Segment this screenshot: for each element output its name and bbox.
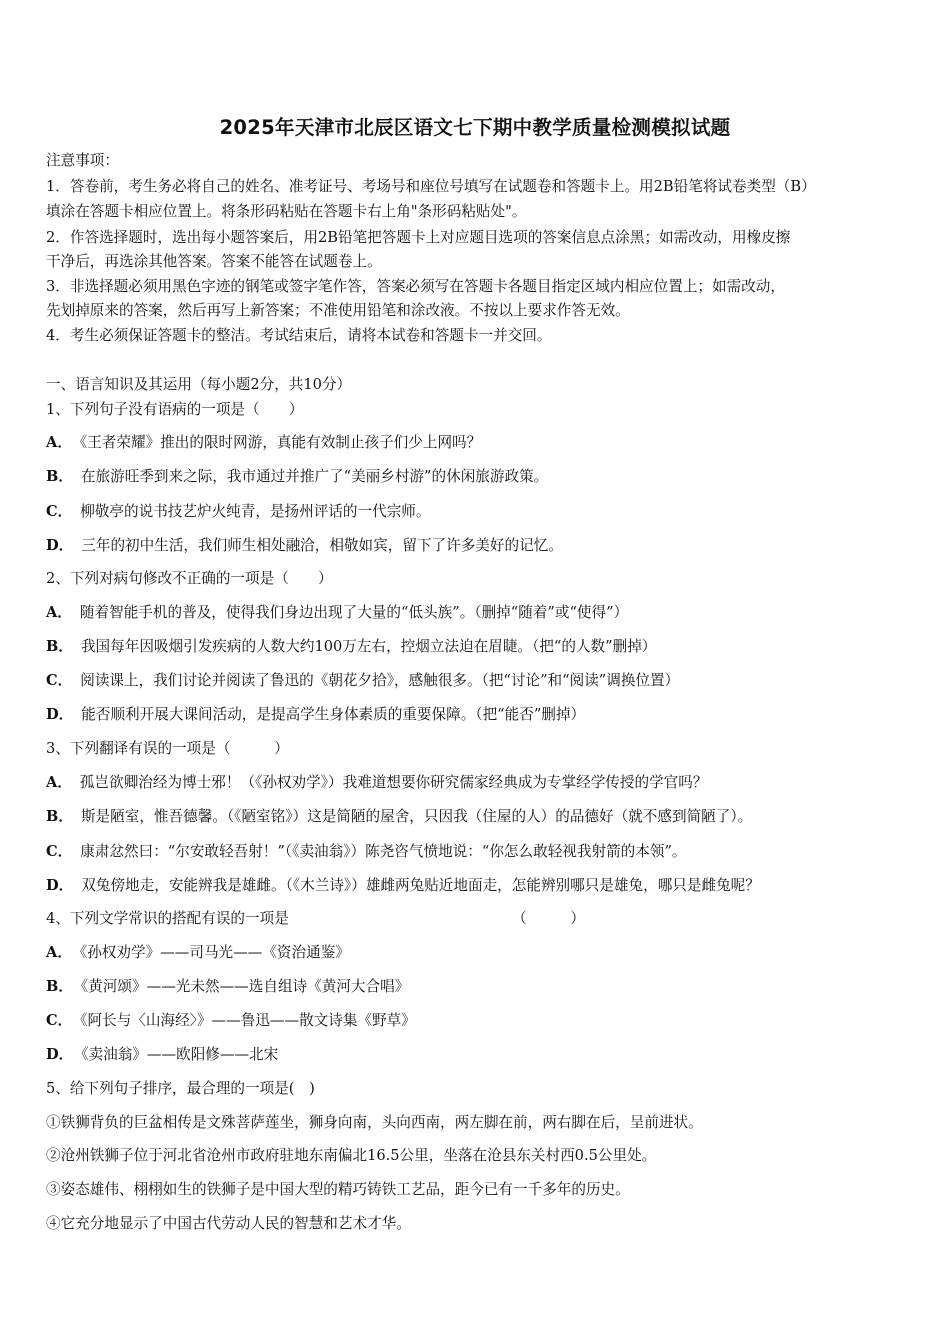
option-text: 柳敬亭的说书技艺炉火纯青，是扬州评话的一代宗师。 [80, 503, 431, 520]
option-letter: D． [46, 1046, 74, 1063]
question-stem-text: 4、下列文学常识的搭配有误的一项是 [46, 910, 289, 927]
notice-line: 3．非选择题必须用黑色字迹的钢笔或签字笔作答，答案必须写在答题卡各题目指定区域内相应位置上；如需改动， [46, 278, 785, 295]
option-letter: C． [46, 843, 73, 860]
option-letter: B． [46, 808, 73, 825]
page-title: 2025年天津市北辰区语文七下期中教学质量检测模拟试题 [219, 116, 731, 139]
question-stem: 5、给下列句子排序，最合理的一项是( ) [46, 1080, 315, 1097]
notice-line: 1．答卷前，考生务必将自己的姓名、准考证号、考场号和座位号填写在试题卷和答题卡上。用2B铅笔将试卷类型（B） [46, 178, 816, 195]
option-text: 随着智能手机的普及，使得我们身边出现了大量的“低头族”。（删掉“随着”或“使得”） [79, 604, 629, 621]
option-text: 孤岂欲卿治经为博士邪！（《孙权劝学》）我难道想要你研究儒家经典成为专掌经学传授的学官吗？ [79, 774, 708, 791]
option-b [46, 807, 752, 827]
notice-line: 2．作答选择题时，选出每小题答案后，用2B铅笔把答题卡上对应题目选项的答案信息点涂黑；如需改动，用橡皮擦 [46, 229, 791, 246]
option-text: 能否顺利开展大课间活动，是提高学生身体素质的重要保障。（把“能否”删掉） [81, 706, 586, 723]
option-c [46, 502, 430, 522]
option-text: 双兔傍地走，安能辨我是雄雌。（《木兰诗》）雄雌两兔贴近地面走，怎能辨别哪只是雄兔，哪只是雌兔呢？ [81, 877, 760, 894]
notice-line: 先划掉原来的答案，然后再写上新答案；不准使用铅笔和涂改液。不按以上要求作答无效。 [46, 302, 630, 319]
option-letter: A． [46, 604, 72, 621]
option-c [46, 842, 687, 862]
option-letter: A． [46, 774, 72, 791]
option-text: 三年的初中生活，我们师生相处融洽，相敬如宾，留下了许多美好的记忆。 [81, 537, 563, 554]
option-a [46, 603, 628, 623]
option-text: 《黄河颂》——光未然——选自组诗《黄河大合唱》 [80, 978, 410, 995]
question-stem: 2、下列对病句修改不正确的一项是（ ） [46, 570, 333, 587]
option-letter: A． [46, 434, 72, 451]
option-text: 阅读课上，我们讨论并阅读了鲁迅的《朝花夕拾》，感触很多。（把“讨论”和“阅读”调换位置） [80, 672, 680, 689]
option-text: 康肃忿然曰：“尔安敢轻吾射！”（《卖油翁》）陈尧咨气愤地说：“你怎么敢轻视我射箭的本领”。 [80, 843, 687, 860]
option-d [46, 705, 585, 725]
option-text: 《卖油翁》——欧阳修——北宋 [81, 1046, 279, 1063]
option-letter: C． [46, 1012, 73, 1029]
option-text: 《王者荣耀》推出的限时网游，真能有效制止孩子们少上网吗？ [79, 434, 482, 451]
option-text: 《孙权劝学》——司马光——《资治通鉴》 [79, 944, 350, 961]
option-letter: C． [46, 503, 73, 520]
option-letter: D． [46, 537, 74, 554]
option-text: 斯是陋室，惟吾德馨。（《陋室铭》）这是简陋的屋舍，只因我（住屋的人）的品德好（就不感到简陋了）。 [80, 808, 753, 825]
option-letter: B． [46, 638, 73, 655]
option-d [46, 876, 760, 896]
sentence-item: ④它充分地显示了中国古代劳动人民的智慧和艺术才华。 [46, 1215, 411, 1232]
notice-heading: 注意事项： [46, 152, 119, 169]
option-d [46, 1045, 278, 1065]
question-stem [46, 909, 289, 929]
section-heading: 一、语言知识及其运用（每小题2分，共10分） [46, 376, 352, 393]
sentence-item: ①铁狮背负的巨盆相传是文殊菩萨莲坐，狮身向南，头向西南，两左脚在前，两右脚在后，呈前进状。 [46, 1114, 703, 1131]
sentence-item: ②沧州铁狮子位于河北省沧州市政府驻地东南偏北16.5公里，坐落在沧县东关村西0.5公里处。 [46, 1147, 657, 1164]
option-d [46, 536, 563, 556]
option-text: 我国每年因吸烟引发疾病的人数大约100万左右，控烟立法迫在眉睫。（把“的人数”删掉） [80, 638, 657, 655]
option-letter: D． [46, 877, 74, 894]
option-b [46, 467, 548, 487]
notice-line: 4．考生必须保证答题卡的整洁。考试结束后，请将本试卷和答题卡一并交回。 [46, 327, 552, 344]
option-b [46, 637, 656, 657]
notice-line: 填涂在答题卡相应位置上。将条形码粘贴在答题卡右上角"条形码粘贴处"。 [46, 203, 527, 220]
option-letter: B． [46, 468, 73, 485]
question-stem: 3、下列翻译有误的一项是（ ） [46, 740, 289, 757]
option-text: 在旅游旺季到来之际，我市通过并推广了“美丽乡村游”的休闲旅游政策。 [80, 468, 549, 485]
option-c [46, 1011, 416, 1031]
notice-line: 干净后，再选涂其他答案。答案不能答在试题卷上。 [46, 253, 382, 270]
option-letter: C． [46, 672, 73, 689]
answer-paren: （ ） [512, 910, 585, 927]
option-b [46, 977, 409, 997]
option-c [46, 671, 679, 691]
question-stem: 1、下列句子没有语病的一项是（ ） [46, 401, 304, 418]
sentence-item: ③姿态雄伟、栩栩如生的铁狮子是中国大型的精巧铸铁工艺品，距今已有一千多年的历史。 [46, 1181, 630, 1198]
option-letter: D． [46, 706, 74, 723]
option-a [46, 943, 350, 963]
option-letter: A． [46, 944, 72, 961]
option-a [46, 773, 707, 793]
option-text: 《阿长与〈山海经〉》——鲁迅——散文诗集《野草》 [80, 1012, 416, 1029]
option-letter: B． [46, 978, 73, 995]
option-a [46, 433, 481, 453]
